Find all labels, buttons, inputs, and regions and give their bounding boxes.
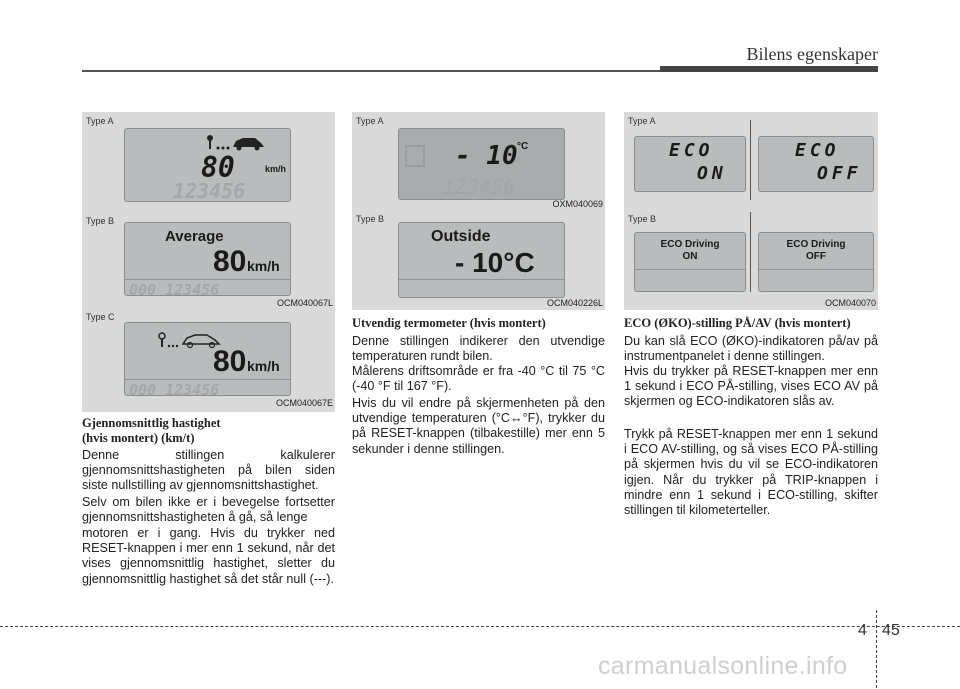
type-b-label: Type B xyxy=(628,214,657,224)
eco-state-text: OFF xyxy=(817,163,862,184)
heading-average-speed xyxy=(82,416,335,446)
eco-text: ECO xyxy=(795,140,840,161)
outside-label: Outside xyxy=(431,228,491,245)
header-rule-thick xyxy=(660,66,878,72)
odometer-ghost: 000 123456 xyxy=(129,281,220,296)
heading-line: (hvis montert) (km/t) xyxy=(82,431,195,445)
lcd-eco-driving-off xyxy=(758,232,874,292)
heading-line: Gjennomsnittlig hastighet xyxy=(82,416,221,430)
average-speed-value: 80 xyxy=(213,245,247,278)
paragraph: Hvis du vil endre på skjermenheten på den utvendige temperaturen (°C↔°F), trykker du på RESET-knappen (tilbakestille) mer enn 5 sekunder i denne stillingen. xyxy=(352,396,605,456)
heading-outside-thermometer: Utvendig termometer (hvis montert) xyxy=(352,316,546,330)
paragraph: Denne stillingen indikerer den utvendige temperaturen rundt bilen. xyxy=(352,334,605,364)
figure-outside-temperature xyxy=(352,112,605,310)
figure-code: OXM040069 xyxy=(552,199,603,209)
average-speed-unit: km/h xyxy=(247,258,280,274)
type-c-label: Type C xyxy=(86,312,115,322)
figure-code: OCM040067L xyxy=(276,298,333,308)
figure-divider xyxy=(750,120,751,200)
odometer-ghost: 000 123456 xyxy=(129,381,220,396)
eco-text: ECO xyxy=(669,140,714,161)
lcd-eco-on xyxy=(634,136,746,192)
paragraph: Selv om bilen ikke er i bevegelse fortsetter gjennomsnittshastigheten å gå, så lenge xyxy=(82,495,335,525)
figure-code: OCM040070 xyxy=(824,298,876,308)
type-a-label: Type A xyxy=(356,116,384,126)
type-b-label: Type B xyxy=(86,216,115,226)
figure-divider xyxy=(750,212,751,292)
figure-code: OCM040067E xyxy=(275,398,333,408)
lcd-divider xyxy=(125,279,290,280)
lcd-display-type-b xyxy=(398,222,565,298)
figure-eco-mode xyxy=(624,112,878,310)
eco-driving-state: ON xyxy=(682,251,698,262)
heading-eco-mode: ECO (ØKO)-stilling PÅ/AV (hvis montert) xyxy=(624,316,851,330)
speed-value: 80 xyxy=(213,345,247,378)
lcd-divider xyxy=(399,279,564,280)
eco-driving-label: ECO Driving xyxy=(660,239,720,250)
speed-unit: km/h xyxy=(247,358,280,374)
temperature-value: - 10 xyxy=(455,141,518,171)
outside-temperature-value: - 10°C xyxy=(455,247,535,278)
odometer-ghost: 123456 xyxy=(173,179,246,202)
figure-average-speed xyxy=(82,112,335,412)
paragraph: Trykk på RESET-knappen mer enn 1 sekund i ECO AV-stilling, og så vises ECO PÅ-stilling på skjermen hvis du vil se ECO-indikatoren igjen. Når du trykker på TRIP-knappen i mindre enn 1 sekund i ECO-stilling, skifter stillingen til kilometerteller. xyxy=(624,427,878,518)
lcd-display-type-a xyxy=(124,128,291,202)
footer-crop-line xyxy=(876,610,877,688)
lcd-display-type-a xyxy=(398,128,565,200)
odometer-ghost: 123456 xyxy=(443,175,516,199)
watermark: carmanualsonline.info xyxy=(598,652,848,680)
paragraph: Hvis du trykker på RESET-knappen mer enn 1 sekund i ECO PÅ-stilling, vises ECO AV på skjermen og ECO-indikatoren slås av. xyxy=(624,364,878,409)
paragraph: Du kan slå ECO (ØKO)-indikatoren på/av på instrumentpanelet i denne stillingen. xyxy=(624,334,878,364)
lcd-divider xyxy=(759,269,873,270)
average-label: Average xyxy=(165,228,224,245)
eco-driving-label: ECO Driving xyxy=(786,239,846,250)
speed-value: 80 xyxy=(201,151,235,184)
type-a-label: Type A xyxy=(628,116,656,126)
lcd-display-type-b xyxy=(124,222,291,296)
lcd-divider xyxy=(635,269,745,270)
paragraph: motoren er i gang. Hvis du trykker ned RESET-knappen i mer enn 1 sekund, når det vises gjennomsnittlig hastighet, sletter du gjennomsnittlig hastighet så det står null (---). xyxy=(82,526,335,586)
lcd-eco-off xyxy=(758,136,874,192)
eco-state-text: ON xyxy=(697,163,727,184)
page-number: 45 xyxy=(882,622,900,639)
chapter-number: 4 xyxy=(858,622,867,639)
paragraph: Målerens driftsområde er fra -40 °C til 75 °C (-40 °F til 167 °F). xyxy=(352,364,605,394)
lcd-display-type-c xyxy=(124,322,291,396)
lcd-eco-driving-on xyxy=(634,232,746,292)
key-car-icon xyxy=(205,133,265,151)
paragraph: Denne stillingen kalkulerer gjennomsnittshastigheten på bilen siden siste nullstilling av gjennomsnittshastighet. xyxy=(82,448,335,493)
speed-unit: km/h xyxy=(265,164,287,174)
lcd-divider xyxy=(125,379,290,380)
figure-code: OCM040226L xyxy=(546,298,603,308)
temperature-unit: °C xyxy=(517,141,529,152)
type-b-label: Type B xyxy=(356,214,385,224)
thermometer-ghost-icon xyxy=(405,145,425,167)
eco-driving-state: OFF xyxy=(806,251,826,262)
footer-rule xyxy=(0,626,960,627)
key-car-icon xyxy=(157,331,221,349)
type-a-label: Type A xyxy=(86,116,114,126)
section-title: Bilens egenskaper xyxy=(746,44,878,64)
